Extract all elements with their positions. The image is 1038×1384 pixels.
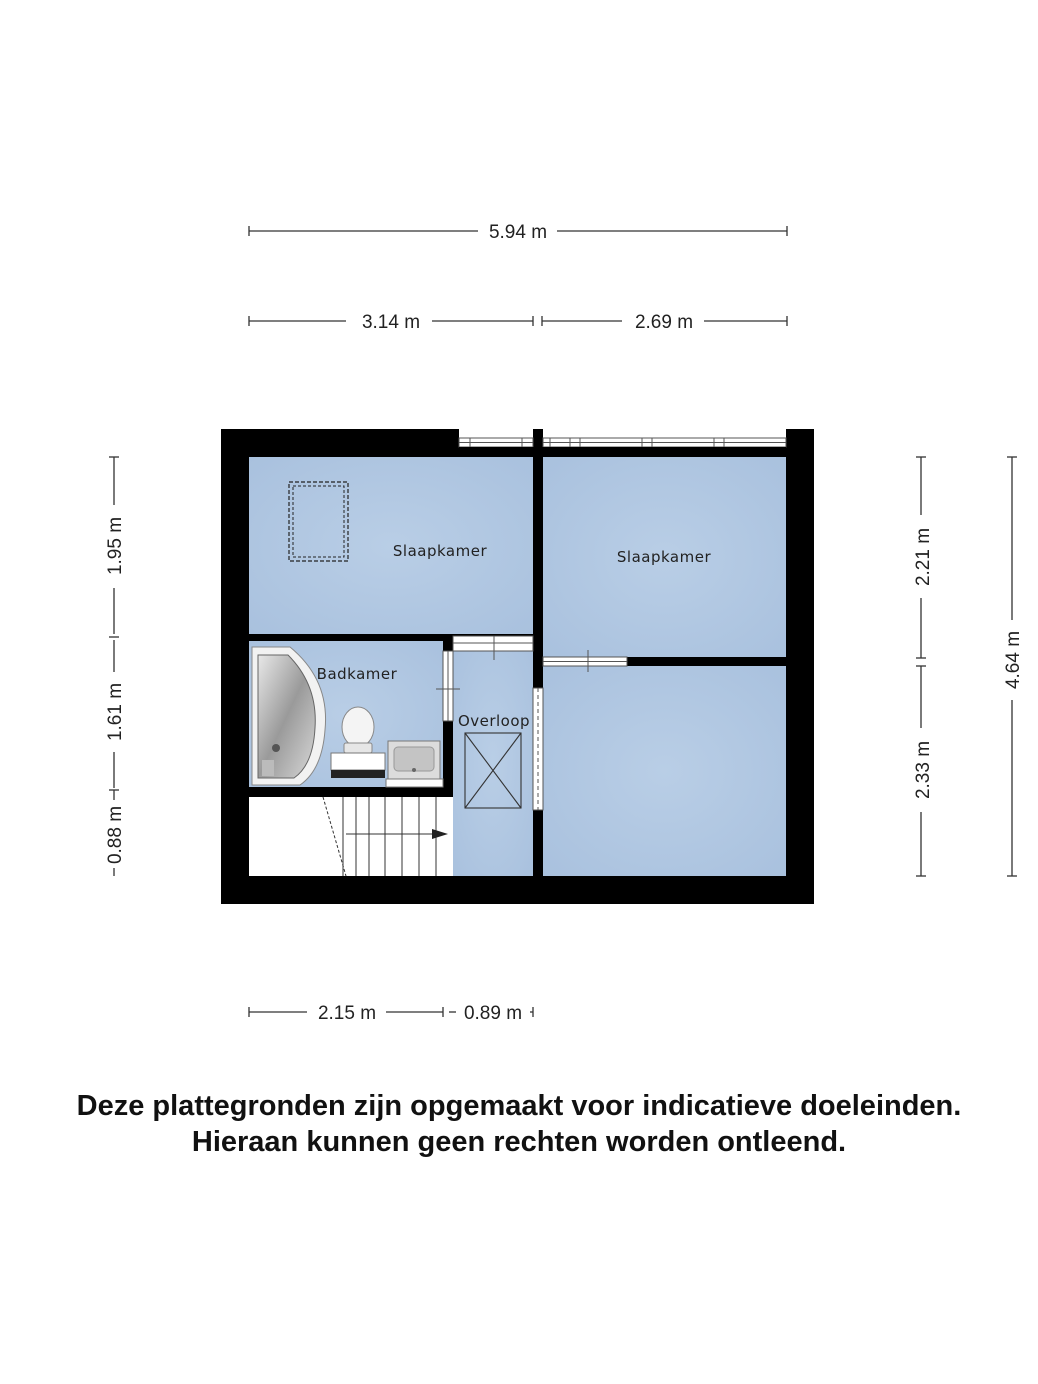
room-label-bathroom: Badkamer (316, 665, 398, 683)
stairwell-floor (249, 797, 453, 876)
dimension-right-total (1003, 457, 1024, 876)
dimension-top-total (249, 222, 787, 243)
disclaimer-line-1: Deze plattegronden zijn opgemaakt voor indicatieve doeleinden. (76, 1090, 962, 1122)
dimension-left-middle (105, 637, 126, 788)
dimension-label: 2.15 m (317, 1003, 377, 1024)
room-label-landing: Overloop (457, 712, 531, 730)
dimension-label: 0.88 m (105, 805, 126, 865)
dimension-right-upper (913, 457, 934, 658)
room-label-bedroom-right: Slaapkamer (616, 548, 712, 566)
window-right (543, 438, 786, 447)
dimension-label: 1.61 m (105, 682, 126, 742)
disclaimer-line-2: Hieraan kunnen geen rechten worden ontleend. (191, 1126, 847, 1158)
dimension-label: 5.94 m (488, 222, 548, 243)
room-lower-right-floor (543, 666, 786, 876)
dimension-left-lower (105, 790, 126, 876)
toilet-icon (342, 707, 374, 753)
dimension-label: 2.21 m (913, 527, 934, 587)
dimension-bottom-right (449, 1003, 533, 1024)
vanity-icon (331, 753, 385, 778)
dimension-label: 4.64 m (1003, 630, 1024, 690)
bedroom-left-floor (249, 457, 533, 634)
room-label-bedroom-left: Slaapkamer (392, 542, 488, 560)
dimension-label: 3.14 m (361, 312, 421, 333)
dimension-top-left (249, 312, 533, 333)
dimension-label: 0.89 m (463, 1003, 523, 1024)
dimension-label: 2.33 m (913, 740, 934, 800)
dimension-left-upper (105, 457, 126, 634)
dimension-bottom-left (249, 1003, 443, 1024)
dimension-label: 1.95 m (105, 516, 126, 576)
dimension-top-right (542, 312, 787, 333)
dimension-right-lower (913, 666, 934, 876)
dimension-label: 2.69 m (634, 312, 694, 333)
sink-icon (386, 741, 443, 787)
window-left (459, 438, 533, 447)
